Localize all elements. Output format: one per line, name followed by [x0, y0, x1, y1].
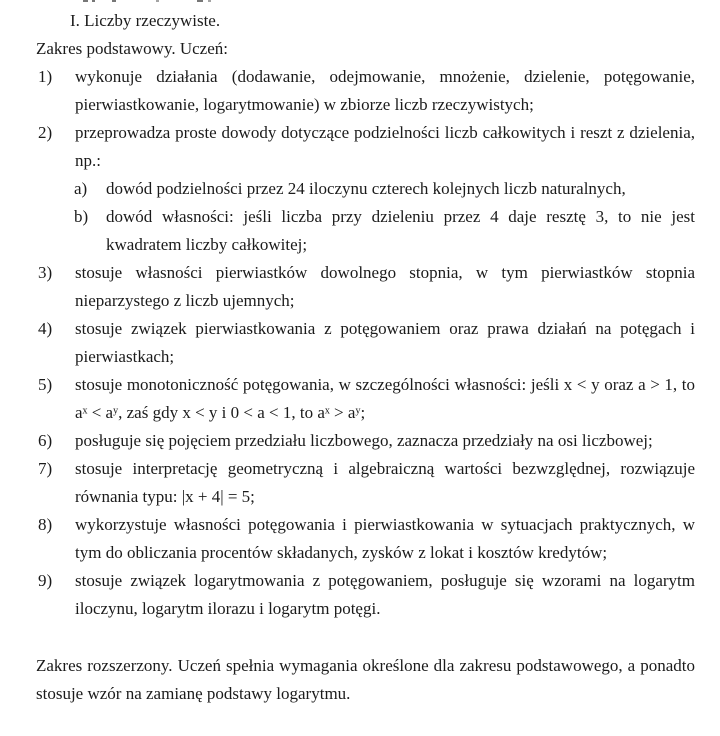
- item-text: posługuje się pojęciem przedziału liczbowego, zaznacza przedziały na osi liczbowej;: [75, 431, 653, 450]
- sub-item-letter: b): [74, 207, 89, 226]
- item-text: stosuje związek logarytmowania z potęgowaniem, posługuje się wzorami na logarytm iloczynu, logarytm ilorazu i logarytm potęgi.: [75, 571, 695, 618]
- scope-basic-intro: Zakres podstawowy. Uczeń:: [36, 39, 228, 58]
- item-text: wykonuje działania (dodawanie, odejmowanie, mnożenie, dzielenie, potęgowanie, pierwiastkowanie, logarytmowanie) w zbiorze liczb rzeczywistych;: [75, 67, 695, 114]
- list-item-6: [36, 427, 695, 455]
- item-text: stosuje związek pierwiastkowania z potęgowaniem oraz prawa działań na potęgach i pierwiastkach;: [75, 319, 695, 366]
- item-number: 2): [38, 123, 53, 142]
- item-number: 6): [38, 431, 53, 450]
- list-item-5: [36, 371, 695, 427]
- item-number: 9): [38, 571, 53, 590]
- list-item-3: [36, 259, 695, 315]
- item-number: 7): [38, 459, 53, 478]
- sub-item-b: [75, 203, 695, 259]
- cropped-line-artifact: [0, 0, 720, 3]
- sub-item-text: dowód podzielności przez 24 iloczynu czterech kolejnych liczb naturalnych,: [106, 179, 626, 198]
- item-text: przeprowadza proste dowody dotyczące podzielności liczb całkowitych i reszt z dzielenia, np.:: [75, 123, 695, 170]
- item-number: 1): [38, 67, 53, 86]
- list-item-9: [36, 567, 695, 623]
- item-number: 3): [38, 263, 53, 282]
- list-item-4: [36, 315, 695, 371]
- item-number: 5): [38, 375, 53, 394]
- section-heading: I. Liczby rzeczywiste.: [70, 11, 221, 30]
- list-item-7: [36, 455, 695, 511]
- item-number: 8): [38, 515, 53, 534]
- item-text: wykorzystuje własności potęgowania i pierwiastkowania w sytuacjach praktycznych, w tym do obliczania procentów składanych, zysków z lokat i kosztów kredytów;: [75, 515, 695, 562]
- sub-item-a: [75, 175, 695, 203]
- sub-item-text: dowód własności: jeśli liczba przy dzieleniu przez 4 daje resztę 3, to nie jest kwadratem liczby całkowitej;: [106, 207, 695, 254]
- item-text: stosuje interpretację geometryczną i algebraiczną wartości bezwzględnej, rozwiązuje równania typu: |x + 4| = 5;: [75, 459, 695, 506]
- list-item-2: [36, 119, 695, 259]
- sub-item-letter: a): [74, 179, 88, 198]
- item-text: stosuje własności pierwiastków dowolnego stopnia, w tym pierwiastków stopnia nieparzystego z liczb ujemnych;: [75, 263, 695, 310]
- list-item-8: [36, 511, 695, 567]
- item-text: stosuje monotoniczność potęgowania, w szczególności własności: jeśli x < y oraz a > 1, to aˣ < aʸ, zaś gdy x < y i 0 < a < 1, to aˣ > aʸ;: [75, 375, 695, 422]
- scope-extended-paragraph: Zakres rozszerzony. Uczeń spełnia wymagania określone dla zakresu podstawowego, a ponadto stosuje wzór na zamianę podstawy logarytmu.: [36, 656, 695, 703]
- list-item-1: [36, 63, 695, 119]
- item-number: 4): [38, 319, 53, 338]
